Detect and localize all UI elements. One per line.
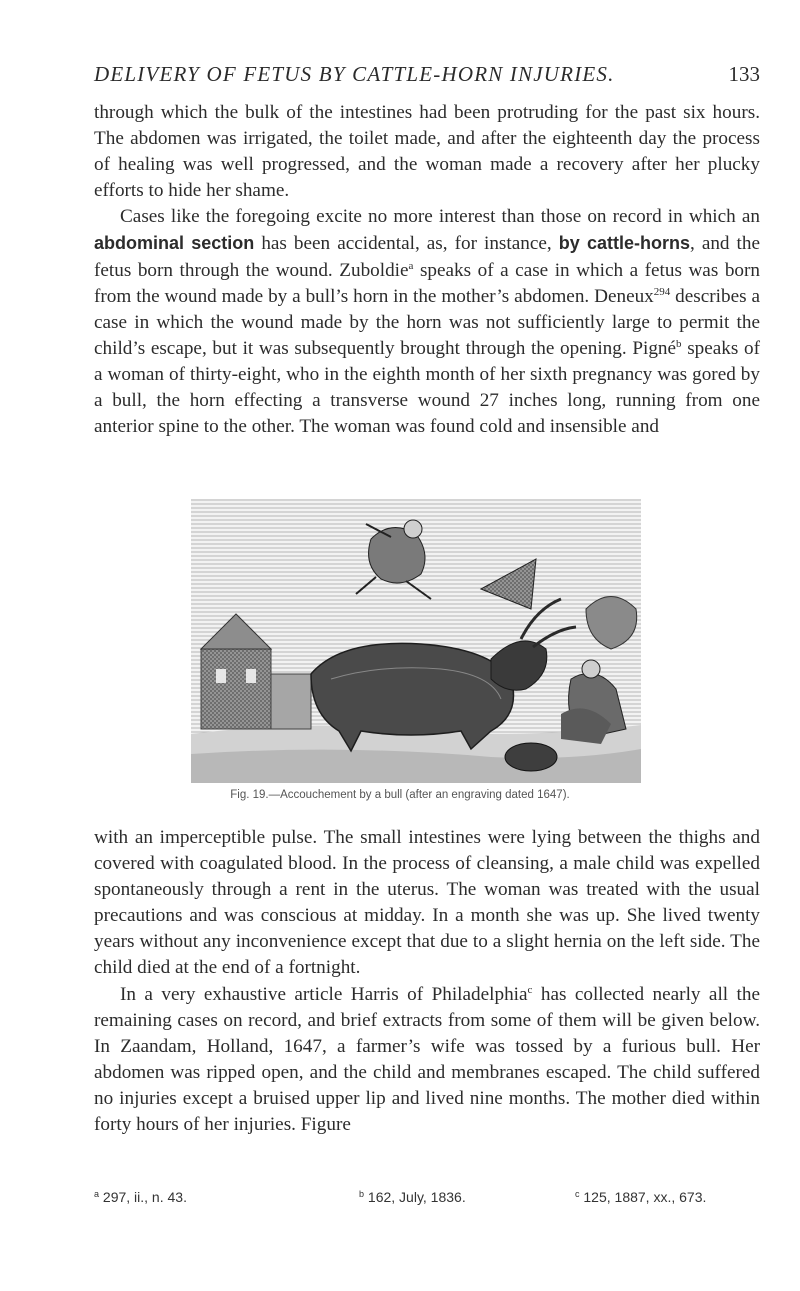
footnote-c-text: 125, 1887, xx., 673. (579, 1189, 707, 1205)
paragraph-2 (94, 204, 760, 440)
para2-text-2: has been accidental, as, for instance, (254, 233, 559, 255)
term-abdominal-section: abdominal section (94, 233, 255, 254)
para4-text-2: has collected nearly all the remaining cases on record, and brief extracts from some of them will be given below. In Zaandam, Holland, 1647, a farmer’s wife was tossed by a furious bull. Her abdomen was ripped open, and the child and membranes escaped. The child suffered no injuries except a bruised upper lip and lived nine months. The mother died within forty hours of her injuries. Figure (94, 983, 760, 1136)
footnote-c-mark: c (575, 1189, 580, 1199)
footnote-ref-b: b (676, 337, 682, 350)
para2-text-5: describes a case in which the wound made by the horn was not sufficiently large to permit the child’s escape, but it was subsequently brought through the opening. Pigné (94, 285, 760, 359)
running-head-title: DELIVERY OF FETUS BY CATTLE-HORN INJURIES. (94, 62, 615, 86)
figure-caption: Fig. 19.—Accouchement by a bull (after an engraving dated 1647). (230, 789, 570, 801)
running-head (94, 62, 760, 92)
footnote-c (575, 1189, 706, 1205)
para2-text-1: Cases like the foregoing excite no more interest than those on record in which an (120, 206, 760, 228)
footnotes (94, 1189, 760, 1211)
para2-text-4: speaks of a case in which a fetus was born from the wound made by a bull’s horn in the mother’s abdomen. Deneux (94, 259, 760, 307)
paragraph-4 (94, 982, 760, 1139)
term-cattle-horns: by cattle-horns (558, 233, 690, 254)
page-number: 133 (728, 62, 760, 86)
body-text-top (94, 100, 760, 440)
engraving-figure (191, 499, 641, 783)
paragraph-3: with an imperceptible pulse. The small intestines were lying between the thighs and covered with coagulated blood. In the process of cleansing, a male child was expelled spontaneously through a rent in the uterus. The woman was treated with the usual precautions and was conscious at midday. In a month she was up. She lived twenty years without any inconvenience except that due to a slight hernia on the left side. The child died at the end of a fortnight. (94, 827, 760, 979)
footnote-a (94, 1189, 187, 1205)
footnote-a-mark: a (94, 1189, 100, 1199)
footnote-ref-c: c (527, 983, 533, 996)
reference-294: 294 (653, 285, 671, 298)
footnote-ref-a: a (408, 259, 414, 272)
para4-text-1: In a very exhaustive article Harris of Philadelphia (120, 983, 528, 1005)
footnote-b-text: 162, July, 1836. (364, 1189, 466, 1205)
footnote-a-text: 297, ii., n. 43. (99, 1189, 187, 1205)
para2-text-3: , and the fetus born through the wound. Zuboldie (94, 233, 760, 281)
footnote-b (359, 1189, 466, 1205)
paragraph-1: through which the bulk of the intestines had been protruding for the past six hours. The abdomen was irrigated, the toilet made, and after the eighteenth day the process of healing was well progressed, and the woman made a recovery after her plucky efforts to hide her shame. (94, 102, 760, 202)
footnote-b-mark: b (359, 1189, 365, 1199)
body-text-bottom (94, 825, 760, 1138)
para2-text-6: speaks of a woman of thirty-eight, who in the eighth month of her sixth pregnancy was gored by a bull, the horn effecting a transverse wound 27 inches long, running from one anterior spine to the other. The woman was found cold and insensible and (94, 337, 761, 438)
engraving-illustration (191, 499, 641, 783)
